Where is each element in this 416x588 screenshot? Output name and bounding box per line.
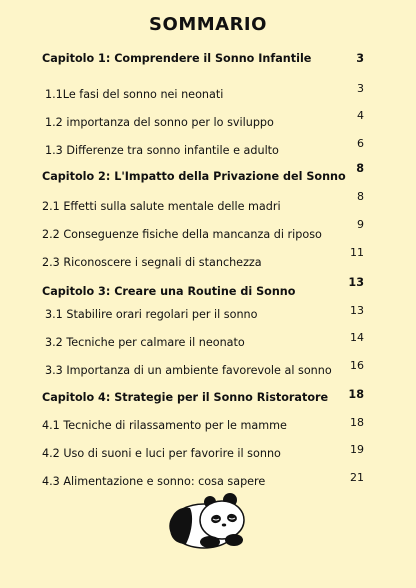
toc-entry-label: 4.1 Tecniche di rilassamento per le mamme (42, 419, 287, 432)
toc-entry-page: 21 (350, 471, 364, 484)
chapter-3-page: 13 (348, 276, 364, 289)
toc-entry-label: 2.1 Effetti sulla salute mentale delle madri (42, 200, 281, 213)
toc-entry-page: 3 (357, 82, 364, 95)
toc-entry-4-2 (0, 443, 416, 467)
toc-entry-label: 1.1Le fasi del sonno nei neonati (45, 88, 224, 101)
chapter-4-title: Capitolo 4: Strategie per il Sonno Ristoratore (42, 391, 329, 404)
toc-entry-label: 4.2 Uso di suoni e luci per favorire il sonno (42, 447, 281, 460)
chapter-3-title: Capitolo 3: Creare una Routine di Sonno (42, 285, 296, 298)
chapter-1-title: Capitolo 1: Comprendere il Sonno Infantile (42, 52, 312, 65)
toc-entry-page: 16 (350, 359, 364, 372)
chapter-2-row (0, 162, 416, 190)
chapter-4-page: 18 (348, 388, 364, 401)
toc-entry-page: 18 (350, 416, 364, 429)
toc-entry-label: 3.2 Tecniche per calmare il neonato (45, 336, 245, 349)
toc-entry-2-2 (0, 218, 416, 248)
toc-entry-label: 1.3 Differenze tra sonno infantile e adulto (45, 144, 279, 157)
chapter-1-page: 3 (356, 52, 364, 65)
toc-entry-label: 2.3 Riconoscere i segnali di stanchezza (42, 256, 262, 269)
sleeping-panda-icon (164, 492, 250, 550)
toc-entry-1-3 (0, 137, 416, 164)
chapter-4-row (0, 388, 416, 411)
toc-entry-page: 9 (357, 218, 364, 231)
toc-entry-page: 8 (357, 190, 364, 203)
toc-entry-label: 4.3 Alimentazione e sonno: cosa sapere (42, 475, 266, 488)
toc-entry-3-2 (0, 331, 416, 356)
toc-entry-3-3 (0, 359, 416, 384)
toc-entry-1-1 (0, 82, 416, 108)
toc-entry-page: 19 (350, 443, 364, 456)
toc-entry-page: 4 (357, 109, 364, 122)
toc-entry-2-1 (0, 190, 416, 220)
toc-entry-1-2 (0, 109, 416, 136)
toc-entry-4-1 (0, 416, 416, 439)
toc-entry-label: 3.3 Importanza di un ambiente favorevole al sonno (45, 364, 332, 377)
toc-entry-page: 11 (350, 246, 364, 259)
chapter-1-row (0, 52, 416, 72)
chapter-2-title: Capitolo 2: L'Impatto della Privazione del Sonno (42, 170, 346, 183)
toc-entry-page: 6 (357, 137, 364, 150)
toc-entry-2-3 (0, 246, 416, 276)
toc-entry-label: 2.2 Conseguenze fisiche della mancanza di riposo (42, 228, 322, 241)
chapter-3-row (0, 276, 416, 305)
toc-entry-page: 14 (350, 331, 364, 344)
toc-entry-page: 13 (350, 304, 364, 317)
page-title: SOMMARIO (149, 14, 267, 35)
toc-entry-3-1 (0, 304, 416, 328)
toc-entry-label: 1.2 importanza del sonno per lo sviluppo (45, 116, 274, 129)
chapter-2-page: 8 (356, 162, 364, 175)
toc-entry-label: 3.1 Stabilire orari regolari per il sonno (45, 308, 258, 321)
